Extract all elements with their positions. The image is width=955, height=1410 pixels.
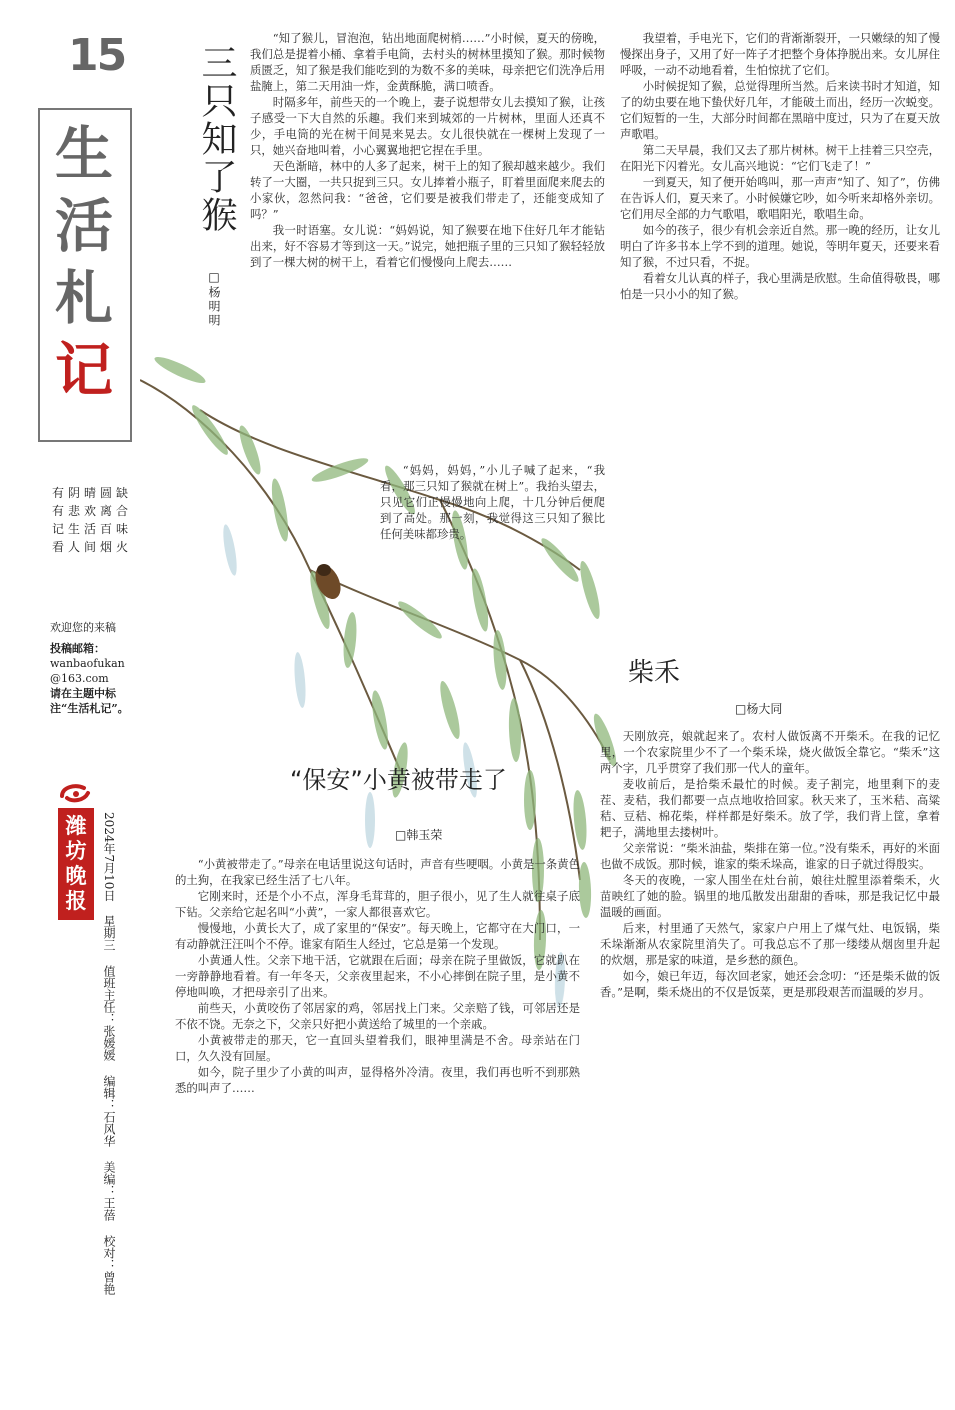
paragraph: 天刚放亮，娘就起来了。农村人做饭离不开柴禾。在我的记忆里，一个农家院里少不了一个柴禾垛，烧火做饭全靠它。“柴禾”这两个字，几乎贯穿了我们那一代人的童年。	[600, 729, 940, 775]
email-label: 投稿邮箱：	[50, 642, 105, 655]
article-title-monkey: 三只知了猴	[196, 44, 237, 234]
paragraph: 父亲常说：“柴米油盐，柴排在第一位。”没有柴禾，再好的米面也做不成饭。那时候，谁家的柴禾垛高，谁家的日子就过得殷实。	[600, 841, 940, 871]
paragraph: 小黄通人性。父亲下地干活，它就跟在后面；母亲在院子里做饭，它就趴在一旁静静地看着。有一年冬天，父亲夜里起来，不小心摔倒在院子里，是小黄不停地叫唤，才把母亲引了出来。	[175, 953, 580, 999]
article-body-dog	[175, 856, 580, 1096]
newspaper-logo	[58, 782, 98, 920]
email-address[interactable]: wanbaofukan@163.com	[50, 657, 125, 685]
article-body-monkey	[250, 30, 605, 270]
duty-editor: 值班主任：张媛媛	[102, 965, 116, 1062]
contribution-box	[50, 620, 132, 716]
paragraph: 时隔多年，前些天的一个晚上，妻子说想带女儿去摸知了猴，让孩子感受一下大自然的乐趣。我们来到城郊的一片树林，里面人还真不少，手电筒的光在树干间晃来晃去。女儿很快就在一棵树上发现了一只，她兴奋地叫着，小心翼翼地把它捏在手里。	[250, 95, 605, 157]
paragraph: 我望着，手电光下，它们的背渐渐裂开，一只嫩绿的知了慢慢探出身子，又用了好一阵子才把整个身体挣脱出来。女儿屏住呼吸，一动不动地看着，生怕惊扰了它们。	[620, 31, 940, 77]
paragraph: “知了猴儿，冒泡泡，钻出地面爬树梢……”小时候，夏天的傍晚，我们总是提着小桶、拿着手电筒，去村头的树林里摸知了猴。那时候物质匮乏，知了猴是我们能吃到的为数不多的美味，母亲把它们洗净后用盐腌上，第二天用油一炸，金黄酥脆，满口喷香。	[250, 31, 605, 93]
article-title-straw: 柴禾	[628, 658, 681, 688]
paragraph: 如今的孩子，很少有机会亲近自然。那一晚的经历，让女儿明白了许多书本上学不到的道理。她说，等明年夏天，还要来看知了猴，不过只看，不捉。	[620, 223, 940, 269]
section-title-char: 札	[54, 264, 113, 332]
issue-weekday: 星期三	[102, 915, 116, 952]
copy-editor: 编辑：石风华	[102, 1074, 116, 1147]
paragraph: 如今，娘已年迈，每次回老家，她还会念叨：“还是柴禾做的饭香。”是啊，柴禾烧出的不仅是饭菜，更是那段艰苦而温暖的岁月。	[600, 969, 940, 999]
paragraph: 天色渐暗，林中的人多了起来，树干上的知了猴却越来越少。我们转了一大圈，一共只捉到三只。女儿捧着小瓶子，盯着里面爬来爬去的小家伙，忽然问我：“爸爸，它们要是被我们带走了，还能变成知了吗？”	[250, 159, 605, 221]
article-author-monkey: □杨明明	[207, 270, 221, 328]
issue-date: 2024年7月10日	[102, 812, 116, 902]
section-title-char: 记	[54, 336, 113, 404]
paragraph: 前些天，小黄咬伤了邻居家的鸡，邻居找上门来。父亲赔了钱，可邻居还是不依不饶。无奈之下，父亲只好把小黄送给了城里的一个亲戚。	[175, 1001, 580, 1031]
contribution-note: 请在主题中标注“生活札记”。	[50, 687, 129, 715]
section-motto	[52, 484, 132, 556]
masthead-info	[94, 812, 116, 1305]
motto-line: 有阴晴圆缺	[52, 486, 133, 500]
article-body-straw	[600, 728, 940, 1000]
proofreader: 校对：曾艳	[102, 1234, 116, 1295]
section-title-char: 生	[54, 120, 113, 188]
article-author-dog: □韩玉荣	[395, 828, 443, 842]
motto-line: 有悲欢离合	[52, 504, 133, 518]
logo-swirl-icon	[58, 782, 92, 804]
article-author-straw: □杨大同	[735, 702, 783, 716]
paragraph: “妈妈，妈妈，”小儿子喊了起来，“我看，那三只知了猴就在树上”。我抬头望去，只见它们正慢慢地向上爬，十几分钟后便爬到了高处。那一刻，我觉得这三只知了猴比任何美味都珍贵。	[380, 463, 605, 541]
article-body-monkey-right	[620, 30, 940, 302]
paragraph: 我一时语塞。女儿说：“妈妈说，知了猴要在地下住好几年才能钻出来，好不容易才等到这一天。”说完，她把瓶子里的三只知了猴轻轻放到了一棵大树的树干上，看着它们慢慢向上爬去……	[250, 223, 605, 269]
paragraph: 麦收前后，是拾柴禾最忙的时候。麦子割完，地里剩下的麦茬、麦秸，我们都要一点点地收拾回家。秋天来了，玉米秸、高粱秸、豆秸、棉花柴，样样都是好柴禾。放了学，我们背上筐，拿着耙子，满地里去搂树叶。	[600, 777, 940, 839]
motto-line: 记生活百味	[52, 522, 133, 536]
section-title	[48, 118, 120, 406]
paragraph: 第二天早晨，我们又去了那片树林。树干上挂着三只空壳，在阳光下闪着光。女儿高兴地说：“它们飞走了！”	[620, 143, 940, 173]
contribution-welcome: 欢迎您的来稿	[50, 621, 116, 634]
paragraph: 一到夏天，知了便开始鸣叫，那一声声“知了、知了”，仿佛在告诉人们，夏天来了。小时候嫌它吵，如今听来却格外亲切。它们用尽全部的力气歌唱，歌唱阳光，歌唱生命。	[620, 175, 940, 221]
paragraph: 看着女儿认真的样子，我心里满是欣慰。生命值得敬畏，哪怕是一只小小的知了猴。	[620, 271, 940, 301]
logo-name: 潍坊晚报	[58, 808, 94, 920]
motto-line: 看人间烟火	[52, 540, 133, 554]
paragraph: 慢慢地，小黄长大了，成了家里的“保安”。每天晚上，它都守在大门口，一有动静就汪汪叫个不停。谁家有陌生人经过，它总是第一个发现。	[175, 921, 580, 951]
page-number: 15	[68, 30, 126, 81]
section-title-char: 活	[54, 192, 113, 260]
paragraph: 它刚来时，还是个小不点，浑身毛茸茸的，胆子很小，见了生人就往桌子底下钻。父亲给它起名叫“小黄”，一家人都很喜欢它。	[175, 889, 580, 919]
paragraph: 小黄被带走的那天，它一直回头望着我们，眼神里满是不舍。母亲站在门口，久久没有回屋。	[175, 1033, 580, 1063]
paragraph: 冬天的夜晚，一家人围坐在灶台前，娘往灶膛里添着柴禾，火苗映红了她的脸。锅里的地瓜散发出甜甜的香味，那是我记忆中最温暖的画面。	[600, 873, 940, 919]
paragraph: 小时候捉知了猴，总觉得理所当然。后来读书时才知道，知了的幼虫要在地下蛰伏好几年，才能破土而出，经历一次蜕变。它们短暂的一生，大部分时间都在黑暗中度过，只为了在夏天放声歌唱。	[620, 79, 940, 141]
paragraph: “小黄被带走了。”母亲在电话里说这句话时，声音有些哽咽。小黄是一条黄色的土狗，在我家已经生活了七八年。	[175, 857, 580, 887]
article-title-dog: “保安”小黄被带走了	[290, 766, 507, 794]
article-body-monkey-tail	[380, 462, 605, 542]
paragraph: 后来，村里通了天然气，家家户户用上了煤气灶、电饭锅，柴禾垛渐渐从农家院里消失了。可我总忘不了那一缕缕从烟囱里升起的炊烟，那是家的味道，是乡愁的颜色。	[600, 921, 940, 967]
art-editor: 美编：王蓓	[102, 1160, 116, 1221]
paragraph: 如今，院子里少了小黄的叫声，显得格外冷清。夜里，我们再也听不到那熟悉的叫声了……	[175, 1065, 580, 1095]
